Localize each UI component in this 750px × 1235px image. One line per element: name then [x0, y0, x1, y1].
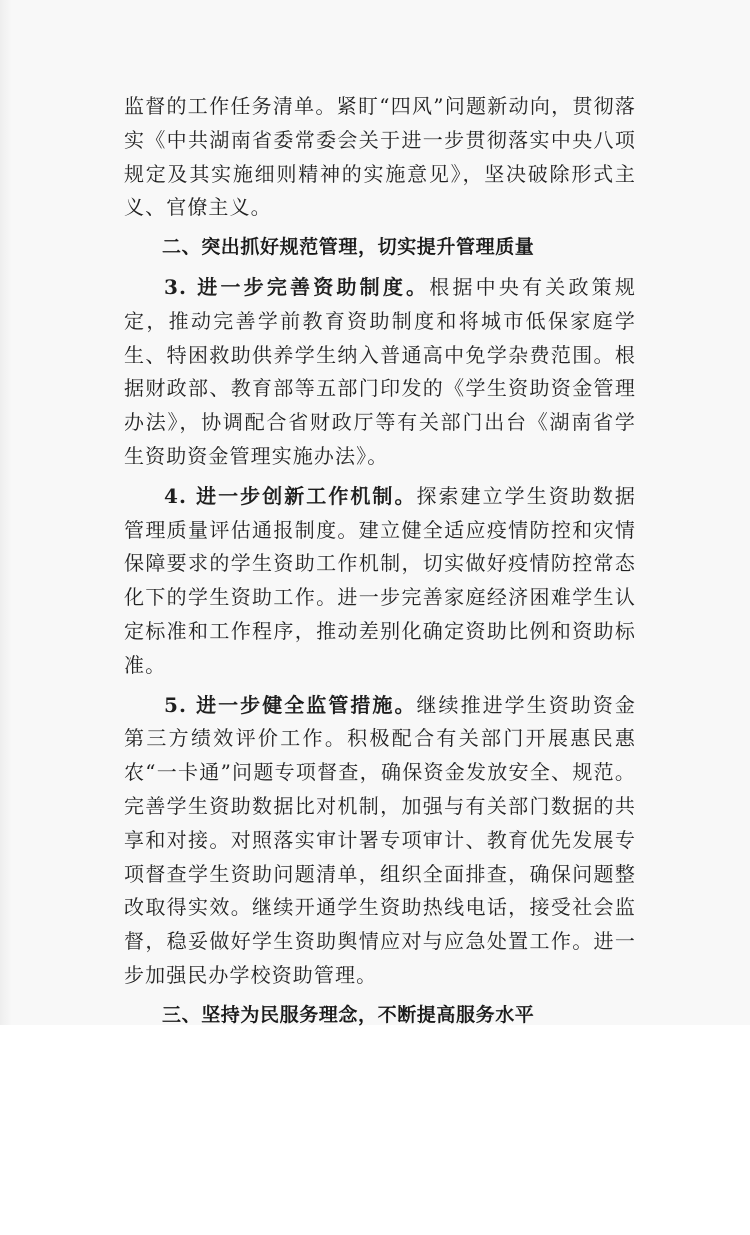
paragraph-item-4 [124, 480, 636, 683]
item-3-text: 根据中央有关政策规定，推动完善学前教育资助制度和将城市低保家庭学生、特困救助供养学生纳入普通高中免学杂费范围。根据财政部、教育部等五部门印发的《学生资助资金管理办法》，协调配合省财政厅等有关部门出台《湖南省学生资助资金管理实施办法》。 [124, 274, 636, 468]
item-4-text: 探索建立学生资助数据管理质量评估通报制度。建立健全适应疫情防控和灾情保障要求的学生资助工作机制，切实做好疫情防控常态化下的学生资助工作。进一步完善家庭经济困难学生认定标准和工作程序，推动差别化确定资助比例和资助标准。 [124, 483, 636, 677]
paragraph-item-3 [124, 271, 636, 474]
document-body [124, 90, 636, 1033]
item-4-lead: 4. 进一步创新工作机制。 [164, 483, 417, 508]
section-heading-2: 二、突出抓好规范管理，切实提升管理质量 [162, 236, 535, 259]
section-heading-3: 三、坚持为民服务理念，不断提高服务水平 [162, 1003, 535, 1026]
scan-shadow-edge [0, 0, 12, 1025]
item-5-text: 继续推进学生资助资金第三方绩效评价工作。积极配合有关部门开展惠民惠农“一卡通”问题专项督查，确保资金发放安全、规范。完善学生资助数据比对机制，加强与有关部门数据的共享和对接。对照落实审计署专项审计、教育优先发展专项督查学生资助问题清单，组织全面排查，确保问题整改取得实效。继续开通学生资助热线电话，接受社会监督，稳妥做好学生资助舆情应对与应急处置工作。进一步加强民办学校资助管理。 [124, 692, 636, 987]
paragraph-item-5 [124, 689, 636, 993]
continuation-paragraph: 监督的工作任务清单。紧盯“四风”问题新动向，贯彻落实《中共湖南省委常委会关于进一步贯彻落实中央八项规定及其实施细则精神的实施意见》，坚决破除形式主义、官僚主义。 [124, 94, 636, 220]
item-5-lead: 5. 进一步健全监管措施。 [164, 692, 417, 717]
item-3-lead: 3. 进一步完善资助制度。 [164, 274, 430, 299]
